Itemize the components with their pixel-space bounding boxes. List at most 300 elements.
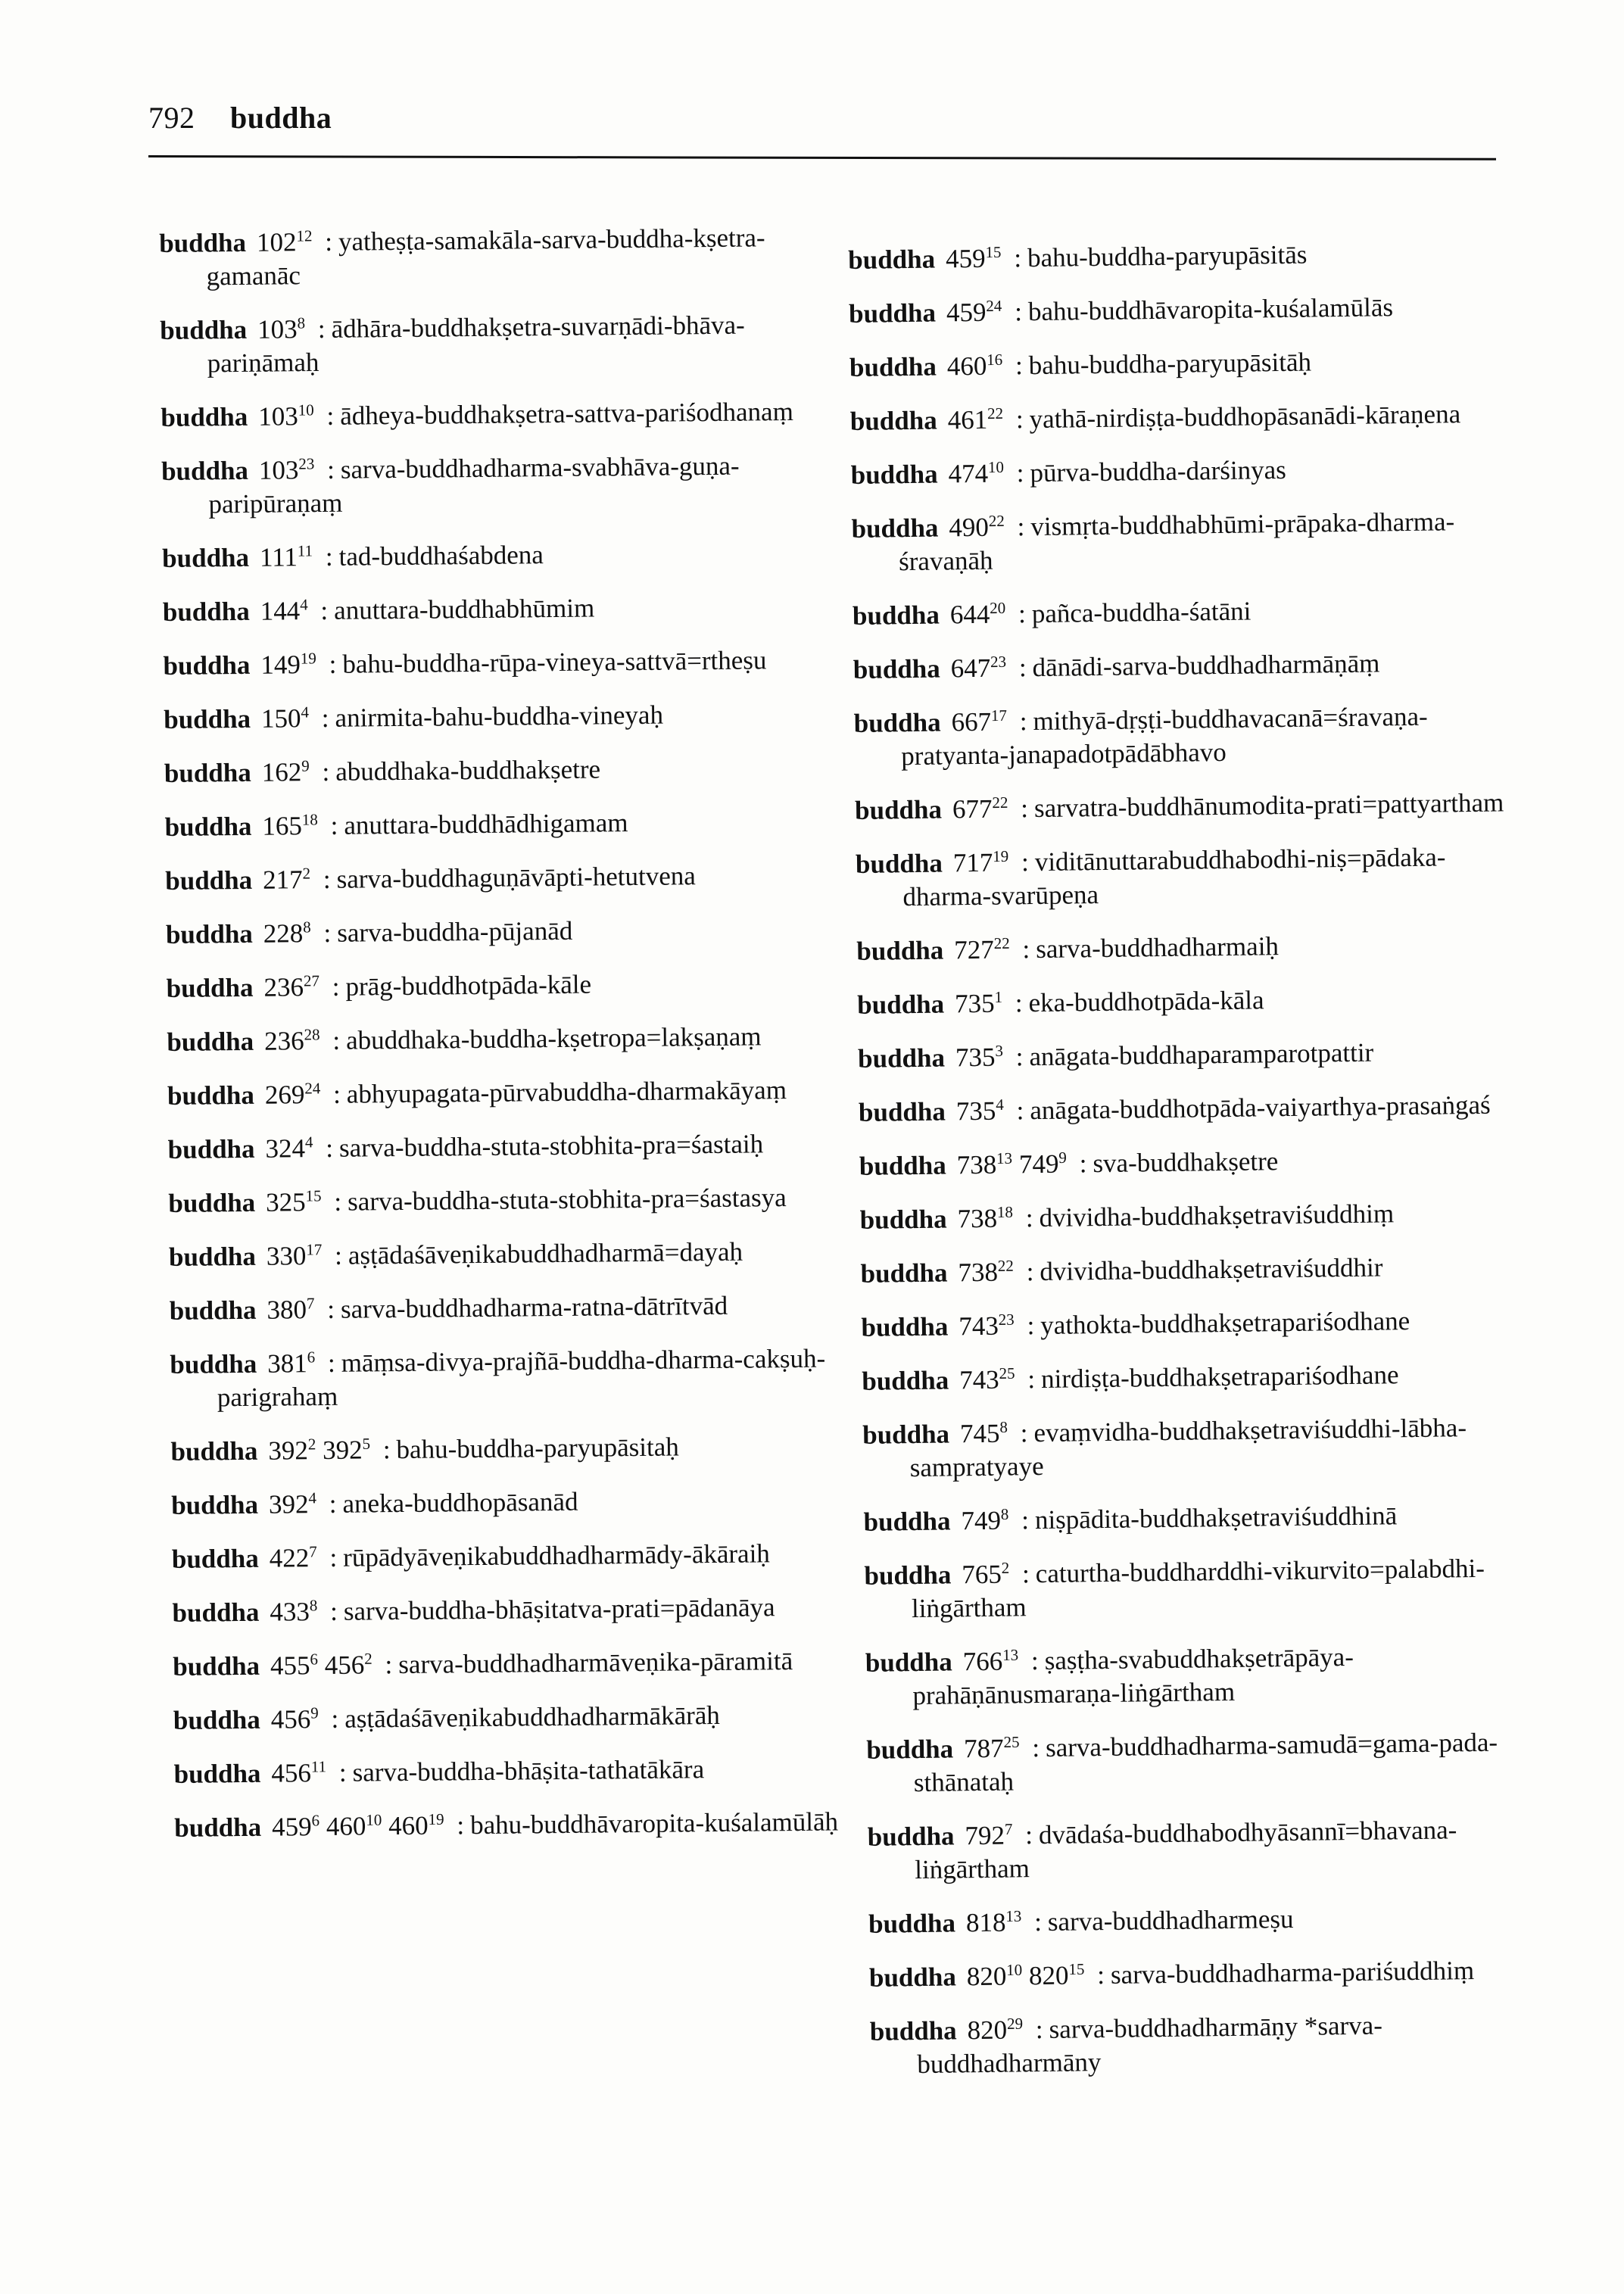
entry-headword: buddha xyxy=(167,1133,255,1164)
entry-text: sarva-buddhaguṇāvāpti-hetutvena xyxy=(336,861,697,894)
entry-reference xyxy=(263,865,310,895)
reference-line: 8 xyxy=(303,918,311,937)
entry-text: bahu-buddha-paryupāsitāḥ xyxy=(1028,347,1312,381)
entry-reference xyxy=(267,1295,314,1325)
entry-headword: buddha xyxy=(864,1560,952,1591)
reference-line: 10 xyxy=(1006,1960,1023,1979)
entry-text: nirdiṣṭa-buddhakṣetrapariśodhane xyxy=(1040,1360,1399,1394)
entry-separator: : xyxy=(327,1294,335,1324)
entry-headword: buddha xyxy=(849,351,937,382)
entry-reference xyxy=(967,1961,1023,1991)
index-entry xyxy=(858,1034,1524,1076)
index-entry xyxy=(162,536,828,575)
entry-headword: buddha xyxy=(865,1647,952,1678)
entry-headword: buddha xyxy=(171,1543,259,1574)
entry-headword: buddha xyxy=(868,1908,956,1939)
reference-page: 165 xyxy=(262,811,303,841)
entry-reference xyxy=(259,455,315,485)
entry-text: eka-buddhotpāda-kāla xyxy=(1028,985,1264,1018)
entry-text: aṣṭādaśāveṇikabuddhadharmā=dayaḥ xyxy=(348,1236,743,1270)
reference-line: 13 xyxy=(1005,1906,1022,1925)
entry-headword: buddha xyxy=(851,513,939,544)
reference-page: 325 xyxy=(266,1187,306,1217)
entry-reference xyxy=(272,1812,320,1842)
entry-headword: buddha xyxy=(857,1043,946,1074)
reference-page: 735 xyxy=(955,1042,996,1073)
reference-line: 16 xyxy=(987,350,1003,369)
entry-separator: : xyxy=(322,756,330,787)
entry-text: anuttara-buddhabhūmim xyxy=(333,593,595,625)
entry-headword: buddha xyxy=(170,1348,257,1379)
entry-text: dānādi-sarva-buddhadharmāṇāṃ xyxy=(1032,648,1380,683)
entry-reference xyxy=(958,1257,1014,1287)
index-entry xyxy=(168,1180,834,1220)
entry-headword: buddha xyxy=(170,1435,258,1466)
reference-line: 1 xyxy=(994,987,1003,1007)
running-title: buddha xyxy=(230,101,332,135)
reference-line: 22 xyxy=(993,933,1010,953)
entry-separator: : xyxy=(1014,243,1022,273)
reference-page: 647 xyxy=(950,653,991,684)
entry-text: sarva-buddha-stuta-stobhita-pra=śastaiḥ xyxy=(338,1129,764,1163)
entry-text: sarva-buddha-bhāṣitatva-prati=pādanāya xyxy=(343,1592,775,1626)
entry-headword: buddha xyxy=(852,600,940,631)
entry-reference xyxy=(260,542,313,572)
entry-separator: : xyxy=(1025,1203,1033,1233)
reference-line: 22 xyxy=(992,793,1008,812)
right-column xyxy=(848,235,1537,2102)
reference-page: 459 xyxy=(271,1812,312,1842)
entry-reference xyxy=(947,351,1003,382)
reference-line: 19 xyxy=(300,649,316,668)
reference-page: 459 xyxy=(945,243,986,274)
index-entry xyxy=(160,308,827,381)
reference-page: 667 xyxy=(951,706,992,737)
entry-reference xyxy=(964,1733,1020,1763)
entry-text: pūrva-buddha-darśinyas xyxy=(1030,454,1286,488)
reference-page: 792 xyxy=(965,1820,1005,1851)
entry-reference xyxy=(388,1810,444,1840)
reference-line: 22 xyxy=(987,404,1004,423)
entry-headword: buddha xyxy=(159,227,247,258)
reference-line: 7 xyxy=(309,1542,317,1561)
entry-separator: : xyxy=(1020,793,1029,824)
entry-reference xyxy=(967,2015,1023,2045)
entry-headword: buddha xyxy=(164,703,251,734)
reference-line: 8 xyxy=(999,1417,1008,1437)
entry-separator: : xyxy=(1018,653,1027,683)
entry-text: pañca-buddha-śatāni xyxy=(1031,596,1252,629)
entry-text: sarva-buddha-pūjanād xyxy=(337,915,573,948)
entry-separator: : xyxy=(334,1186,342,1217)
entry-headword: buddha xyxy=(168,1187,256,1218)
reference-line: 5 xyxy=(362,1434,371,1453)
reference-page: 461 xyxy=(947,404,988,435)
reference-line: 2 xyxy=(302,864,311,883)
reference-line: 8 xyxy=(297,313,306,332)
entry-separator: : xyxy=(382,1435,391,1465)
entry-separator: : xyxy=(329,1542,338,1572)
reference-line: 4 xyxy=(301,703,310,722)
entry-text: niṣpādita-buddhakṣetraviśuddhinā xyxy=(1034,1501,1398,1535)
entry-headword: buddha xyxy=(860,1258,948,1289)
reference-line: 25 xyxy=(999,1364,1015,1383)
entry-separator: : xyxy=(1035,2015,1043,2045)
entry-headword: buddha xyxy=(869,2015,957,2046)
entry-reference xyxy=(323,1435,370,1465)
entry-headword: buddha xyxy=(169,1295,257,1326)
reference-line: 24 xyxy=(304,1079,321,1098)
entry-text: yathokta-buddhakṣetrapariśodhane xyxy=(1040,1306,1410,1340)
reference-page: 749 xyxy=(961,1505,1002,1536)
reference-page: 456 xyxy=(270,1704,311,1735)
page-number: 792 xyxy=(148,101,195,135)
index-entry xyxy=(849,289,1515,331)
reference-line: 19 xyxy=(993,846,1009,866)
entry-headword: buddha xyxy=(173,1758,261,1789)
entry-separator: : xyxy=(1022,934,1030,965)
entry-reference xyxy=(1029,1960,1085,1990)
entry-headword: buddha xyxy=(857,989,945,1020)
reference-page: 766 xyxy=(962,1646,1003,1677)
entry-text: sarva-buddha-stuta-stobhita-pra=śastasya xyxy=(347,1183,787,1217)
reference-line: 6 xyxy=(311,1811,320,1830)
reference-line: 18 xyxy=(996,1202,1014,1222)
reference-page: 150 xyxy=(260,703,301,734)
entry-separator: : xyxy=(1016,458,1024,488)
entry-separator: : xyxy=(329,1596,338,1626)
entry-reference xyxy=(953,847,1009,877)
reference-page: 162 xyxy=(261,757,302,787)
entry-text: bahu-buddha-paryupāsitās xyxy=(1027,239,1308,273)
reference-line: 9 xyxy=(1058,1148,1067,1167)
entry-reference xyxy=(264,1026,320,1056)
index-entry xyxy=(172,1590,838,1629)
reference-page: 727 xyxy=(953,934,994,965)
index-entry xyxy=(864,1551,1531,1626)
entry-text: aṣṭādaśāveṇikabuddhadharmākārāḥ xyxy=(344,1700,721,1734)
entry-text: sarva-buddhadharma-pariśuddhiṃ xyxy=(1110,1956,1475,1990)
reference-page: 644 xyxy=(949,599,990,630)
header-rule xyxy=(148,155,1496,161)
entry-separator: : xyxy=(1079,1149,1087,1179)
entry-text: caturtha-buddharddhi-vikurvito=palabdhi-liṅgārtham xyxy=(911,1553,1485,1624)
entry-reference xyxy=(326,1811,382,1841)
reference-line: 8 xyxy=(309,1596,318,1615)
reference-page: 738 xyxy=(957,1203,998,1234)
reference-page: 381 xyxy=(267,1348,307,1379)
index-entry xyxy=(850,397,1516,438)
entry-text: ādheya-buddhakṣetra-sattva-pariśodhanaṃ xyxy=(340,396,794,431)
reference-line: 11 xyxy=(297,541,313,560)
entry-separator: : xyxy=(1018,599,1027,629)
entry-separator: : xyxy=(1014,297,1023,327)
entry-headword: buddha xyxy=(849,405,937,436)
reference-page: 236 xyxy=(263,1026,304,1056)
entry-separator: : xyxy=(1032,1733,1040,1763)
reference-page: 456 xyxy=(271,1758,312,1788)
index-entry xyxy=(866,1725,1533,1800)
index-entry xyxy=(167,1074,834,1113)
entry-reference xyxy=(959,1364,1015,1395)
reference-line: 9 xyxy=(301,756,310,775)
entry-reference xyxy=(267,1348,315,1379)
entry-text: bahu-buddha-paryupāsitaḥ xyxy=(396,1432,679,1465)
index-entry xyxy=(170,1288,836,1327)
entry-separator: : xyxy=(1017,512,1025,542)
index-entry xyxy=(167,1020,833,1059)
entry-text: anāgata-buddhotpāda-vaiyarthya-prasaṅgaś xyxy=(1030,1089,1491,1126)
index-entry xyxy=(164,697,830,737)
index-entry xyxy=(855,786,1521,828)
entry-reference xyxy=(267,1241,323,1271)
entry-separator: : xyxy=(326,454,335,485)
index-entry xyxy=(159,221,826,294)
entry-reference xyxy=(261,703,309,734)
reference-line: 15 xyxy=(1068,1959,1085,1978)
index-entry xyxy=(857,980,1523,1022)
index-entry xyxy=(859,1142,1526,1183)
entry-separator: : xyxy=(1025,1820,1033,1850)
reference-page: 144 xyxy=(260,596,301,626)
reference-line: 25 xyxy=(1003,1732,1020,1751)
reference-page: 111 xyxy=(259,542,298,572)
reference-page: 717 xyxy=(952,847,993,878)
entry-text: tad-buddhaśabdena xyxy=(338,540,544,572)
entry-reference xyxy=(262,757,310,787)
entry-reference xyxy=(965,1821,1012,1851)
reference-page: 103 xyxy=(258,401,298,432)
entry-text: aneka-buddhopāsanād xyxy=(342,1486,578,1519)
entry-separator: : xyxy=(332,1079,341,1109)
entry-headword: buddha xyxy=(160,314,248,345)
entry-reference xyxy=(950,653,1006,683)
entry-text: abuddhaka-buddhakṣetre xyxy=(335,754,601,787)
entry-reference xyxy=(962,1560,1009,1590)
entry-text: dvādaśa-buddhabodhyāsannī=bhavana-liṅgārtham xyxy=(915,1815,1457,1885)
entry-headword: buddha xyxy=(866,1734,954,1765)
reference-page: 735 xyxy=(955,1096,996,1127)
reference-line: 22 xyxy=(988,511,1005,531)
reference-line: 7 xyxy=(1004,1819,1013,1838)
reference-line: 10 xyxy=(366,1810,382,1829)
entry-reference xyxy=(955,1043,1003,1073)
reference-line: 11 xyxy=(310,1757,327,1776)
entry-headword: buddha xyxy=(863,1506,951,1537)
entry-reference xyxy=(325,1650,372,1680)
index-entry xyxy=(174,1805,840,1844)
reference-page: 818 xyxy=(965,1907,1006,1938)
entry-separator: : xyxy=(323,864,331,894)
reference-line: 27 xyxy=(303,971,320,990)
index-entry xyxy=(164,805,831,844)
index-entry xyxy=(173,1644,839,1683)
index-entry xyxy=(856,840,1523,915)
entry-text: sarva-buddhadharmeṣu xyxy=(1047,1903,1294,1937)
reference-line: 6 xyxy=(307,1348,316,1367)
index-entry xyxy=(173,1751,840,1791)
reference-page: 460 xyxy=(326,1811,366,1841)
reference-page: 422 xyxy=(269,1543,310,1573)
entry-headword: buddha xyxy=(166,972,254,1003)
reference-page: 330 xyxy=(266,1241,307,1271)
reference-line: 18 xyxy=(301,810,318,829)
entry-separator: : xyxy=(320,595,329,625)
entry-text: sva-buddhakṣetre xyxy=(1093,1146,1279,1179)
index-entry xyxy=(164,751,831,790)
reference-page: 324 xyxy=(265,1133,306,1164)
entry-reference xyxy=(950,599,1006,629)
index-entry xyxy=(165,859,831,898)
entry-reference xyxy=(271,1704,319,1735)
entry-reference xyxy=(258,401,314,432)
reference-page: 677 xyxy=(952,793,993,824)
entry-separator: : xyxy=(1020,1418,1028,1448)
entry-headword: buddha xyxy=(848,298,937,329)
entry-reference xyxy=(952,793,1008,824)
entry-headword: buddha xyxy=(161,455,249,486)
reference-page: 460 xyxy=(388,1810,429,1841)
entry-headword: buddha xyxy=(862,1365,949,1396)
reference-page: 103 xyxy=(257,314,298,344)
reference-page: 787 xyxy=(963,1733,1004,1764)
entry-separator: : xyxy=(326,1133,334,1163)
reference-line: 23 xyxy=(990,652,1007,672)
entry-headword: buddha xyxy=(163,650,251,681)
index-entry xyxy=(853,645,1520,687)
entry-reference xyxy=(271,1758,326,1788)
entry-text: sarva-buddhadharmāveṇika-pāramitā xyxy=(398,1646,793,1680)
entry-reference xyxy=(1019,1149,1067,1180)
entry-headword: buddha xyxy=(859,1204,947,1235)
entry-text: abhyupagata-pūrvabuddha-dharmakāyaṃ xyxy=(346,1075,787,1109)
entry-reference xyxy=(948,459,1004,489)
reference-page: 820 xyxy=(966,1961,1007,1992)
reference-line: 4 xyxy=(300,595,308,614)
entry-text: ādhāra-buddhakṣetra-suvarṇādi-bhāva-pariṇāmaḥ xyxy=(207,310,745,379)
entry-reference xyxy=(966,1907,1022,1937)
entry-text: anirmita-bahu-buddha-vineyaḥ xyxy=(335,700,664,733)
index-entry xyxy=(867,1812,1534,1887)
entry-reference xyxy=(946,298,1002,328)
reference-page: 103 xyxy=(258,455,299,485)
reference-line: 24 xyxy=(986,296,1002,316)
reference-line: 10 xyxy=(298,401,314,419)
entry-headword: buddha xyxy=(173,1704,260,1735)
reference-page: 392 xyxy=(322,1435,363,1465)
reference-line: 2 xyxy=(1001,1558,1010,1577)
entry-separator: : xyxy=(1033,1907,1043,1937)
reference-line: 15 xyxy=(985,242,1002,262)
entry-text: anuttara-buddhādhigamam xyxy=(344,808,628,840)
entry-text: dvividha-buddhakṣetraviśuddhir xyxy=(1040,1252,1383,1287)
index-entry xyxy=(856,927,1523,968)
entry-separator: : xyxy=(1021,1505,1030,1535)
entry-separator: : xyxy=(1021,847,1030,877)
entry-reference xyxy=(960,1419,1008,1449)
entry-headword: buddha xyxy=(164,757,251,788)
index-entry xyxy=(161,395,827,435)
index-entry xyxy=(851,504,1518,579)
entry-headword: buddha xyxy=(853,653,940,684)
entry-text: abuddhaka-buddha-kṣetropa=lakṣaṇaṃ xyxy=(345,1021,762,1055)
entry-headword: buddha xyxy=(165,865,253,896)
index-entry xyxy=(163,590,829,629)
entry-reference xyxy=(268,1435,316,1466)
index-entry xyxy=(172,1536,838,1576)
reference-page: 456 xyxy=(324,1650,365,1680)
reference-page: 735 xyxy=(954,988,995,1019)
index-entry xyxy=(868,1900,1535,1941)
entry-text: yathā-nirdiṣṭa-buddhopāsanādi-kāraṇena xyxy=(1029,399,1461,435)
entry-text: bahu-buddhāvaropita-kuśalamūlāḥ xyxy=(469,1806,839,1840)
reference-line: 7 xyxy=(306,1294,315,1313)
entry-text: bahu-buddhāvaropita-kuśalamūlās xyxy=(1027,292,1394,327)
reference-line: 13 xyxy=(1002,1645,1019,1664)
entry-separator: : xyxy=(321,703,329,733)
entry-separator: : xyxy=(329,1488,337,1519)
entry-separator: : xyxy=(331,1703,339,1734)
index-entry xyxy=(849,343,1516,385)
entry-separator: : xyxy=(332,1025,341,1055)
entry-separator: : xyxy=(323,918,332,948)
entry-separator: : xyxy=(325,541,333,572)
entry-text: ṣaṣṭha-svabuddhakṣetrāpāya-prahāṇānusmaraṇa-liṅgārtham xyxy=(912,1641,1354,1711)
reference-line: 4 xyxy=(308,1488,317,1507)
reference-line: 17 xyxy=(990,706,1008,725)
entry-separator: : xyxy=(1021,1559,1030,1589)
entry-headword: buddha xyxy=(162,542,250,573)
entry-separator: : xyxy=(325,226,333,257)
entry-headword: buddha xyxy=(164,811,252,842)
entry-reference xyxy=(257,314,305,344)
index-entry xyxy=(850,450,1516,492)
reference-page: 474 xyxy=(948,458,989,489)
index-entry xyxy=(161,449,828,522)
reference-line: 13 xyxy=(996,1149,1013,1168)
entry-reference xyxy=(266,1187,322,1217)
entry-reference xyxy=(957,1203,1013,1233)
entry-reference xyxy=(263,972,320,1002)
index-entry xyxy=(861,1303,1527,1345)
entry-headword: buddha xyxy=(862,1419,950,1450)
entry-headword: buddha xyxy=(854,794,943,825)
reference-line: 2 xyxy=(307,1435,316,1454)
entry-reference xyxy=(263,918,311,949)
reference-page: 738 xyxy=(956,1149,997,1180)
entry-text: vismṛta-buddhabhūmi-prāpaka-dharma-śravaṇāḥ xyxy=(898,506,1455,577)
entry-headword: buddha xyxy=(168,1241,257,1272)
left-column xyxy=(159,221,841,1865)
index-entry xyxy=(853,591,1519,633)
entry-text: sarvatra-buddhānumodita-prati=pattyartham xyxy=(1033,787,1504,824)
entry-headword: buddha xyxy=(856,935,944,966)
index-entry xyxy=(862,1357,1528,1398)
entry-headword: buddha xyxy=(858,1096,946,1127)
reference-line: 6 xyxy=(310,1650,319,1669)
entry-separator: : xyxy=(1015,351,1024,381)
entry-reference xyxy=(955,989,1002,1019)
entry-text: bahu-buddha-rūpa-vineya-sattvā=rtheṣu xyxy=(342,645,767,679)
index-entry xyxy=(853,699,1520,774)
index-entry xyxy=(865,1638,1532,1713)
entry-headword: buddha xyxy=(848,244,936,275)
reference-line: 8 xyxy=(1000,1504,1009,1524)
entry-headword: buddha xyxy=(165,918,253,949)
entry-reference xyxy=(269,1489,316,1519)
entry-reference xyxy=(257,227,313,257)
entry-reference xyxy=(946,244,1002,274)
